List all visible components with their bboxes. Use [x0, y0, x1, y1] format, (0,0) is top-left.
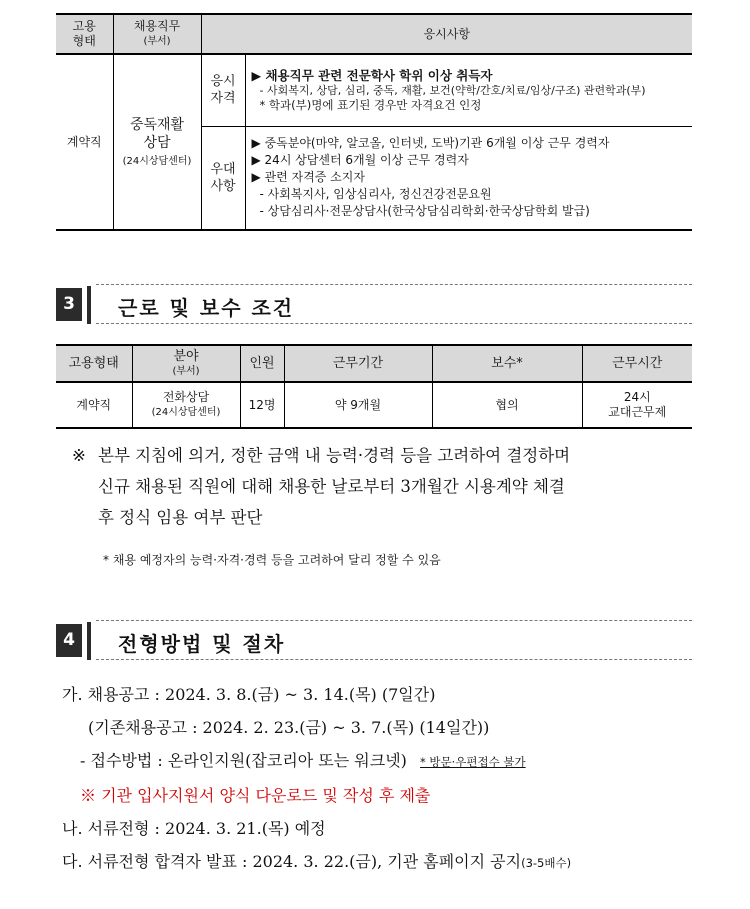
- procedure-item-a-previous: (기존채용공고 : 2024. 2. 23.(금) ~ 3. 7.(목) (14일간)): [88, 718, 490, 737]
- procedure-item-b: 나. 서류전형 : 2024. 3. 21.(목) 예정: [62, 819, 326, 838]
- employment-type-cell: 계약직: [56, 54, 113, 230]
- preference-line: - 사회복지사, 임상심리사, 정신건강전문요원: [259, 187, 492, 202]
- qualification-list: [245, 54, 692, 126]
- header-headcount: 인원: [240, 345, 284, 382]
- req-label-cell: 응시 자격: [201, 54, 245, 126]
- header-pay: 보수*: [432, 345, 582, 382]
- preference-line: ▶ 24시 상담센터 6개월 이상 근무 경력자: [251, 153, 469, 168]
- header-period: 근무기간: [284, 345, 432, 382]
- preference-line: - 상담심리사·전문상담사(한국상담심리학회·한국상담학회 발급): [259, 204, 590, 219]
- preference-line: ▶ 중독분야(마약, 알코올, 인터넷, 도박)기관 6개월 이상 근무 경력자: [251, 136, 610, 151]
- table-row: [56, 382, 692, 428]
- preference-list: [245, 126, 692, 230]
- pref-label-cell: 우대 사항: [201, 126, 245, 230]
- section-4-header: [56, 620, 692, 660]
- procedure-list: [62, 678, 702, 880]
- procedure-item-a-method: - 접수방법 : 온라인지원(잡코리아 또는 워크넷) * 방문·우편접수 불가: [80, 751, 526, 770]
- cell-count: 12명: [240, 382, 284, 428]
- header-field: 분야 (부서): [132, 345, 240, 382]
- cell-period: 약 9개월: [284, 382, 432, 428]
- method-note: * 방문·우편접수 불가: [420, 755, 526, 769]
- job-duty-cell: 중독재활 상담 (24시상담센터): [113, 54, 201, 230]
- procedure-item-a: 가. 채용공고 : 2024. 3. 8.(금) ~ 3. 14.(목) (7일간): [62, 685, 436, 704]
- header-job-duty: 채용직무 (부서): [113, 14, 201, 54]
- cell-pay: 협의: [432, 382, 582, 428]
- note-line: 본부 지침에 의거, 정한 금액 내 능력·경력 등을 고려하여 결정하며: [98, 446, 571, 465]
- section-3-header: [56, 284, 692, 324]
- section-number: 3: [56, 288, 82, 321]
- procedure-item-a-form: ※ 기관 입사지원서 양식 다운로드 및 작성 후 제출: [80, 786, 431, 805]
- header-hours: 근무시간: [582, 345, 692, 382]
- header-employment-type: 고용 형태: [56, 14, 113, 54]
- note-mark: ※: [72, 446, 86, 465]
- work-conditions-table: [56, 344, 692, 429]
- preference-line: ▶ 관련 자격증 소지자: [251, 170, 365, 185]
- section-number: 4: [56, 624, 82, 657]
- qualification-line: ▶ 채용직무 관련 전문학사 학위 이상 취득자: [251, 67, 493, 83]
- qualification-table: [56, 13, 692, 231]
- procedure-item-c: 다. 서류전형 합격자 발표 : 2024. 3. 22.(금), 기관 홈페이지 공지(3-5배수): [62, 852, 572, 871]
- cell-type: 계약직: [56, 382, 132, 428]
- section-title: 전형방법 및 절차: [118, 632, 286, 656]
- note-line: 후 정식 임용 여부 판단: [98, 508, 263, 527]
- qualification-line: * 학과(부)명에 표기된 경우만 자격요건 인정: [259, 97, 482, 112]
- note-line: 신규 채용된 직원에 대해 채용한 날로부터 3개월간 시용계약 체결: [98, 477, 565, 496]
- section-title: 근로 및 보수 조건: [118, 296, 295, 320]
- qualification-line: - 사회복지, 상담, 심리, 중독, 재활, 보건(약학/간호/치료/임상/구조) 관련학과(부): [259, 83, 646, 97]
- pay-footnote: * 채용 예정자의 능력·자격·경력 등을 고려하여 달리 정할 수 있음: [103, 553, 441, 567]
- cell-field: 전화상담 (24시상담센터): [132, 382, 240, 428]
- header-employment-type: 고용형태: [56, 345, 132, 382]
- pay-note: [72, 440, 702, 533]
- cell-hours: 24시 교대근무제: [582, 382, 692, 428]
- header-requirements: 응시사항: [201, 14, 692, 54]
